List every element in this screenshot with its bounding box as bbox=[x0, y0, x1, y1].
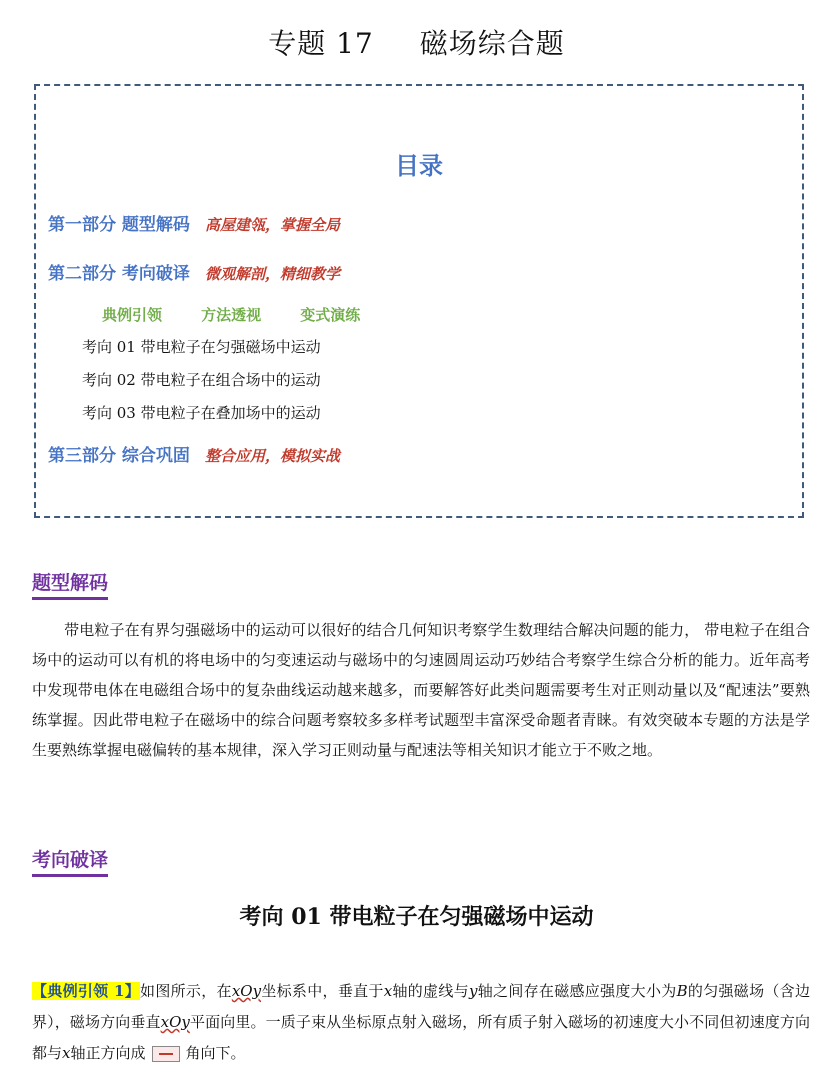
toc-tag-exercises[interactable]: 变式演练 bbox=[300, 306, 361, 324]
math-xoy: xOy bbox=[160, 1013, 190, 1031]
toc-part-2-label: 第二部分 考向破译 bbox=[48, 264, 190, 284]
math-x: x bbox=[383, 982, 393, 1000]
math-b: B bbox=[676, 982, 688, 1000]
title-main: 磁场综合题 bbox=[419, 27, 565, 60]
toc-heading: 目录 bbox=[395, 152, 443, 180]
title-prefix: 专题 17 bbox=[268, 27, 374, 60]
example-text: 轴的虚线与 bbox=[392, 982, 469, 1000]
toc-item-3[interactable]: 考向 03 带电粒子在叠加场中的运动 bbox=[82, 404, 321, 422]
example-text: 平面向里。一质子束从坐标原点射入磁场，所有质子射入磁场的初速度大小不同但初速度方向都与 bbox=[32, 1013, 810, 1062]
angle-formula-image bbox=[152, 1046, 180, 1062]
example-tag: 【典例引领 1】 bbox=[32, 982, 141, 1000]
math-x: x bbox=[62, 1044, 71, 1062]
example-text: 角向下。 bbox=[185, 1044, 246, 1062]
example-text: 轴之间存在磁感应强度大小为 bbox=[477, 982, 677, 1000]
example-text: 坐标系中，垂直于 bbox=[261, 982, 384, 1000]
section-heading-decode: 题型解码 bbox=[32, 568, 108, 600]
topic-subtitle: 考向 01 带电粒子在匀强磁场中运动 bbox=[239, 904, 594, 930]
toc-tag-examples[interactable]: 典例引领 bbox=[102, 306, 163, 324]
example-text: 轴正方向成 bbox=[70, 1044, 146, 1062]
toc-part-3-slogan: 整合应用，模拟实战 bbox=[205, 447, 341, 465]
math-xoy: xOy bbox=[231, 982, 262, 1000]
toc-part-3-label: 第三部分 综合巩固 bbox=[48, 446, 190, 466]
toc-part-3[interactable] bbox=[48, 441, 340, 466]
example-text: 的匀强磁场（含边界），磁场方向垂直 bbox=[32, 982, 810, 1031]
toc-sub-tags bbox=[102, 304, 394, 325]
section-paragraph-text: 带电粒子在有界匀强磁场中的运动可以很好的结合几何知识考察学生数理结合解决问题的能力， 带电粒子在组合场中的运动可以有机的将电场中的匀变速运动与磁场中的匀速圆周运动巧妙结合考察学生综合分析的能力。近年高考中发现带电体在电磁组合场中的复杂曲线运动越来越多，而要解答好此类问题需要考生对正则动量以及“配速法”要熟练掌握。因此带电粒子在磁场中的综合问题考察较多多样考试题型丰富深受命题者青睐。有效突破本专题的方法是学生要熟练掌握电磁偏转的基本规律，深入学习正则动量与配速法等相关知识才能立于不败之地。 bbox=[32, 621, 810, 759]
toc-item-2[interactable]: 考向 02 带电粒子在组合场中的运动 bbox=[82, 371, 321, 389]
table-of-contents bbox=[34, 84, 804, 518]
toc-tag-methods[interactable]: 方法透视 bbox=[201, 306, 262, 324]
toc-part-2-slogan: 微观解剖，精细教学 bbox=[205, 265, 341, 283]
section-paragraph bbox=[32, 615, 810, 765]
toc-item-1[interactable]: 考向 01 带电粒子在匀强磁场中运动 bbox=[82, 338, 321, 356]
section-heading-analysis: 考向破译 bbox=[32, 845, 108, 877]
example-text: 如图所示，在 bbox=[140, 982, 232, 1000]
toc-part-1[interactable] bbox=[48, 210, 340, 235]
document-title bbox=[0, 22, 833, 62]
toc-part-1-label: 第一部分 题型解码 bbox=[48, 215, 190, 235]
math-y: y bbox=[468, 982, 478, 1000]
toc-part-1-slogan: 高屋建瓴，掌握全局 bbox=[205, 216, 341, 234]
example-paragraph bbox=[32, 976, 810, 1069]
toc-part-2[interactable] bbox=[48, 259, 340, 284]
